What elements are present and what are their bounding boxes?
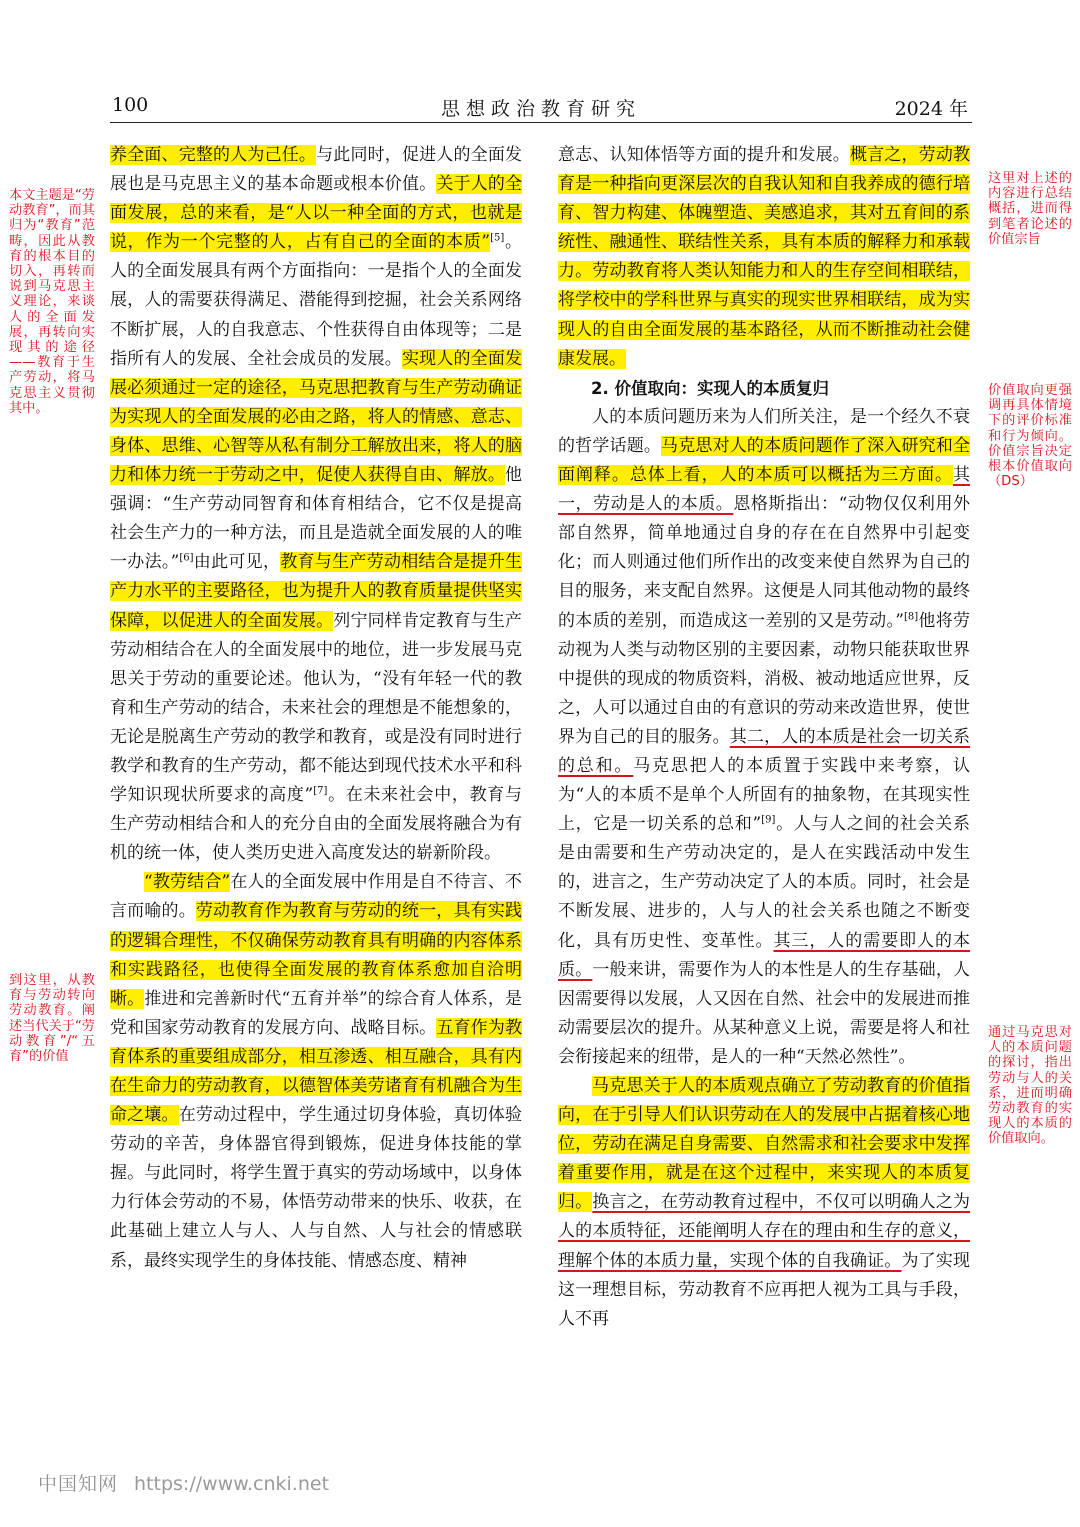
text-run: 在劳动过程中，学生通过切身体验，真切体验劳动的辛苦，身体器官得到锻炼，促进身体技能的掌握。与此同时，将学生置于真实的劳动场域中，以身体力行体会劳动的不易，体悟劳动带来的快乐、收获，在此基础上建立人与人、人与自然、人与社会的情感联系，最终实现学生的身体技能、情感态度、精神 <box>110 1105 523 1271</box>
citation-ref: [8] <box>903 610 919 622</box>
highlighted-text: 养全面、完整的人为己任。 <box>110 145 317 165</box>
cnki-logo: 中国知网 <box>38 1473 119 1495</box>
text-run: 与此同时，促进人的全面发展也是马克思主义的基本命题或根本价值。 <box>110 145 523 195</box>
text-run: 在人的全面发展中作用是自不待言、不言而喻的。 <box>110 872 522 922</box>
highlighted-text: 劳动教育作为教育与劳动的统一，具有实践的逻辑合理性，不仅确保劳动教育具有明确的内容体系和实践路径，也使得全面发展的教育体系愈加自洽明晰。 <box>110 901 523 1009</box>
paragraph <box>558 1072 970 1334</box>
citation-ref: [6] <box>179 552 194 564</box>
page-number: 100 <box>112 94 149 116</box>
text-run: 他将劳动视为人类与动物区别的主要因素，动物只能获取世界中提供的现成的物质资料，消极、被动地适应世界，反之，人可以通过自由的有意识的劳动来改造世界，使世界为自己的目的服务。 <box>558 610 970 747</box>
citation-ref: [9] <box>761 814 776 826</box>
highlighted-text: 教育与生产劳动相结合是提升生产力水平的主要路径，也为提升人的教育质量提供坚实保障，以促进人的全面发展。 <box>110 552 522 631</box>
right-text-column <box>558 141 970 1334</box>
text-run: 意志、认知体悟等方面的提升和发展。 <box>558 145 850 165</box>
highlighted-text: 五育作为教育体系的重要组成部分，相互渗透、相互融合，具有内在生命力的劳动教育，以德智体美劳诸育有机融合为生命之壤。 <box>110 1017 523 1126</box>
margin-annotation: 这里对上述的内容进行总结概括，进而得到笔者论述的价值宗旨 <box>988 171 1072 247</box>
text-run: 列宁同样肯定教育与生产劳动相结合在人的全面发展中的地位，进一步发展马克思关于劳动的重要论述。他认为，“没有年轻一代的教育和生产劳动的结合，未来社会的理想是不能想象的，无论是脱离生产劳动的教学和教育，或是没有同时进行教学和教育的生产劳动，都不能达到现代技术水平和科学知识现状所要求的高度” <box>110 610 523 806</box>
margin-annotation: 通过马克思对人的本质问题的探讨，指出劳动与人的关系，进而明确劳动教育的实现人的本质的价值取向。 <box>988 1025 1072 1147</box>
highlighted-text: 马克思关于人的本质观点确立了劳动教育的价值指向，在于引导人们认识劳动在人的发展中占据着核心地位，劳动在满足自身需要、自然需求和社会要求中发挥着重要作用，就是在这个过程中，来实现人的本质复归。 <box>558 1076 970 1213</box>
text-run: 恩格斯指出：“动物仅仅利用外部自然界，简单地通过自身的存在在自然界中引起变化；而人则通过他们所作出的改变来使自然界为自己的目的服务，来支配自然界。这便是人同其他动物的最终的本质的差别，而造成这一差别的又是劳动。” <box>558 494 971 631</box>
journal-title: 思想政治教育研究 <box>440 98 641 120</box>
watermark-footer <box>38 1469 329 1496</box>
page-header <box>110 92 972 123</box>
text-run: 人的本质问题历来为人们所关注，是一个经久不衰的哲学话题。 <box>558 406 970 456</box>
underlined-text: 换言之，在劳动教育过程中，不仅可以明确人之为人的本质特征，还能阐明人存在的理由和生存的意义，理解个体的本质力量，实现个体的自我确证。 <box>558 1192 971 1271</box>
citation-ref: [5] <box>490 232 505 244</box>
margin-annotation: 到这里，从教育与劳动转向劳动教育。阐述当代关于“劳动教育”/“五育”的价值 <box>9 973 95 1065</box>
text-run: 一般来讲，需要作为人的本性是人的生存基础，人因需要得以发展，人又因在自然、社会中的发展进而推动需要层次的提升。从某种意义上说，需要是将人和社会衔接起来的纽带，是人的一种“天然必然性”。 <box>558 959 971 1067</box>
underlined-text: 其三，人的需要即人的本质。 <box>558 930 971 980</box>
text-run: 推进和完善新时代“五育并举”的综合育人体系，是党和国家劳动教育的发展方向、战略目标。 <box>110 988 523 1038</box>
paragraph <box>110 141 522 868</box>
citation-ref: [7] <box>313 785 328 797</box>
text-run: 由此可见， <box>193 552 281 573</box>
text-run: 。人与人之间的社会关系是由需要和生产劳动决定的，是人在实践活动中发生的，进言之，生产劳动决定了人的本质。同时，社会是不断发展、进步的，人与人的社会关系也随之不断变化，具有历史性、变革性。 <box>558 814 970 951</box>
section-subheading: 2. 价值取向：实现人的本质复归 <box>591 378 829 398</box>
margin-annotation: 本文主题是“劳动教育”，而其归为“教育”范畴，因此从教育的根本目的切入，再转而说到马克思主义理论，来谈人的全面发展，再转向实现其的途径——教育于生产劳动，将马克思主义贯彻其中。 <box>9 188 95 416</box>
highlighted-text: 概言之，劳动教育是一种指向更深层次的自我认知和自我养成的德行培育、智力构建、体魄塑造、美感追求，其对五育间的系统性、融通性、联结性关系，具有本质的解释力和承载力。劳动教育将人类认知能力和人的生存空间相联结，将学校中的学科世界与真实的现实世界相联结，成为实现人的自由全面发展的基本路径，从而不断推动社会健康发展。 <box>558 145 971 369</box>
paragraph <box>558 403 970 1072</box>
highlighted-text: 实现人的全面发展必须通过一定的途径，马克思把教育与生产劳动确证为实现人的全面发展的必由之路，将人的情感、意志、身体、思维、心智等从私有制分工解放出来，将人的脑力和体力统一于劳动之中，促使人获得自由、解放。 <box>110 348 523 486</box>
text-run: 。在未来社会中，教育与生产劳动相结合和人的充分自由的全面发展将融合为有机的统一体，使人类历史进入高度发达的崭新阶段。 <box>110 785 522 864</box>
margin-annotation: 价值取向更强调再具体情境下的评价标准和行为倾向。价值宗旨决定根本价值取向（DS） <box>988 383 1072 490</box>
issue-year: 2024 年 <box>894 98 968 120</box>
text-run: 他强调：“生产劳动同智育和体育相结合，它不仅是提高社会生产力的一种方法，而且是造就全面发展的人的唯一办法。” <box>110 465 522 573</box>
paragraph <box>110 868 522 1275</box>
underlined-text: 其一，劳动是人的本质。 <box>558 465 970 515</box>
text-run: 。人的全面发展具有两个方面指向：一是指个人的全面发展，人的需要获得满足、潜能得到挖掘，社会关系网络不断扩展，人的自我意志、个性获得自由体现等；二是指所有人的发展、全社会成员的发展。 <box>110 232 522 369</box>
text-run: 马克思把人的本质置于实践中来考察，认为“人的本质不是单个人所固有的抽象物，在其现实性上，它是一切关系的总和” <box>558 755 971 835</box>
cnki-url: https://www.cnki.net <box>134 1473 330 1495</box>
paragraph <box>558 141 970 374</box>
highlighted-text: 马克思对人的本质问题作了深入研究和全面阐释。总体上看，人的本质可以概括为三方面。 <box>558 435 971 486</box>
highlighted-text: 关于人的全面发展，总的来看，是“人以一种全面的方式，也就是说，作为一个完整的人，占有自己的全面的本质” <box>110 174 523 253</box>
highlighted-text: “教劳结合” <box>144 872 231 893</box>
text-run: 为了实现这一理想目标，劳动教育不应再把人视为工具与手段，人不再 <box>558 1250 971 1329</box>
left-text-column <box>110 141 522 1276</box>
underlined-text: 其二，人的本质是社会一切关系的总和。 <box>558 726 971 776</box>
